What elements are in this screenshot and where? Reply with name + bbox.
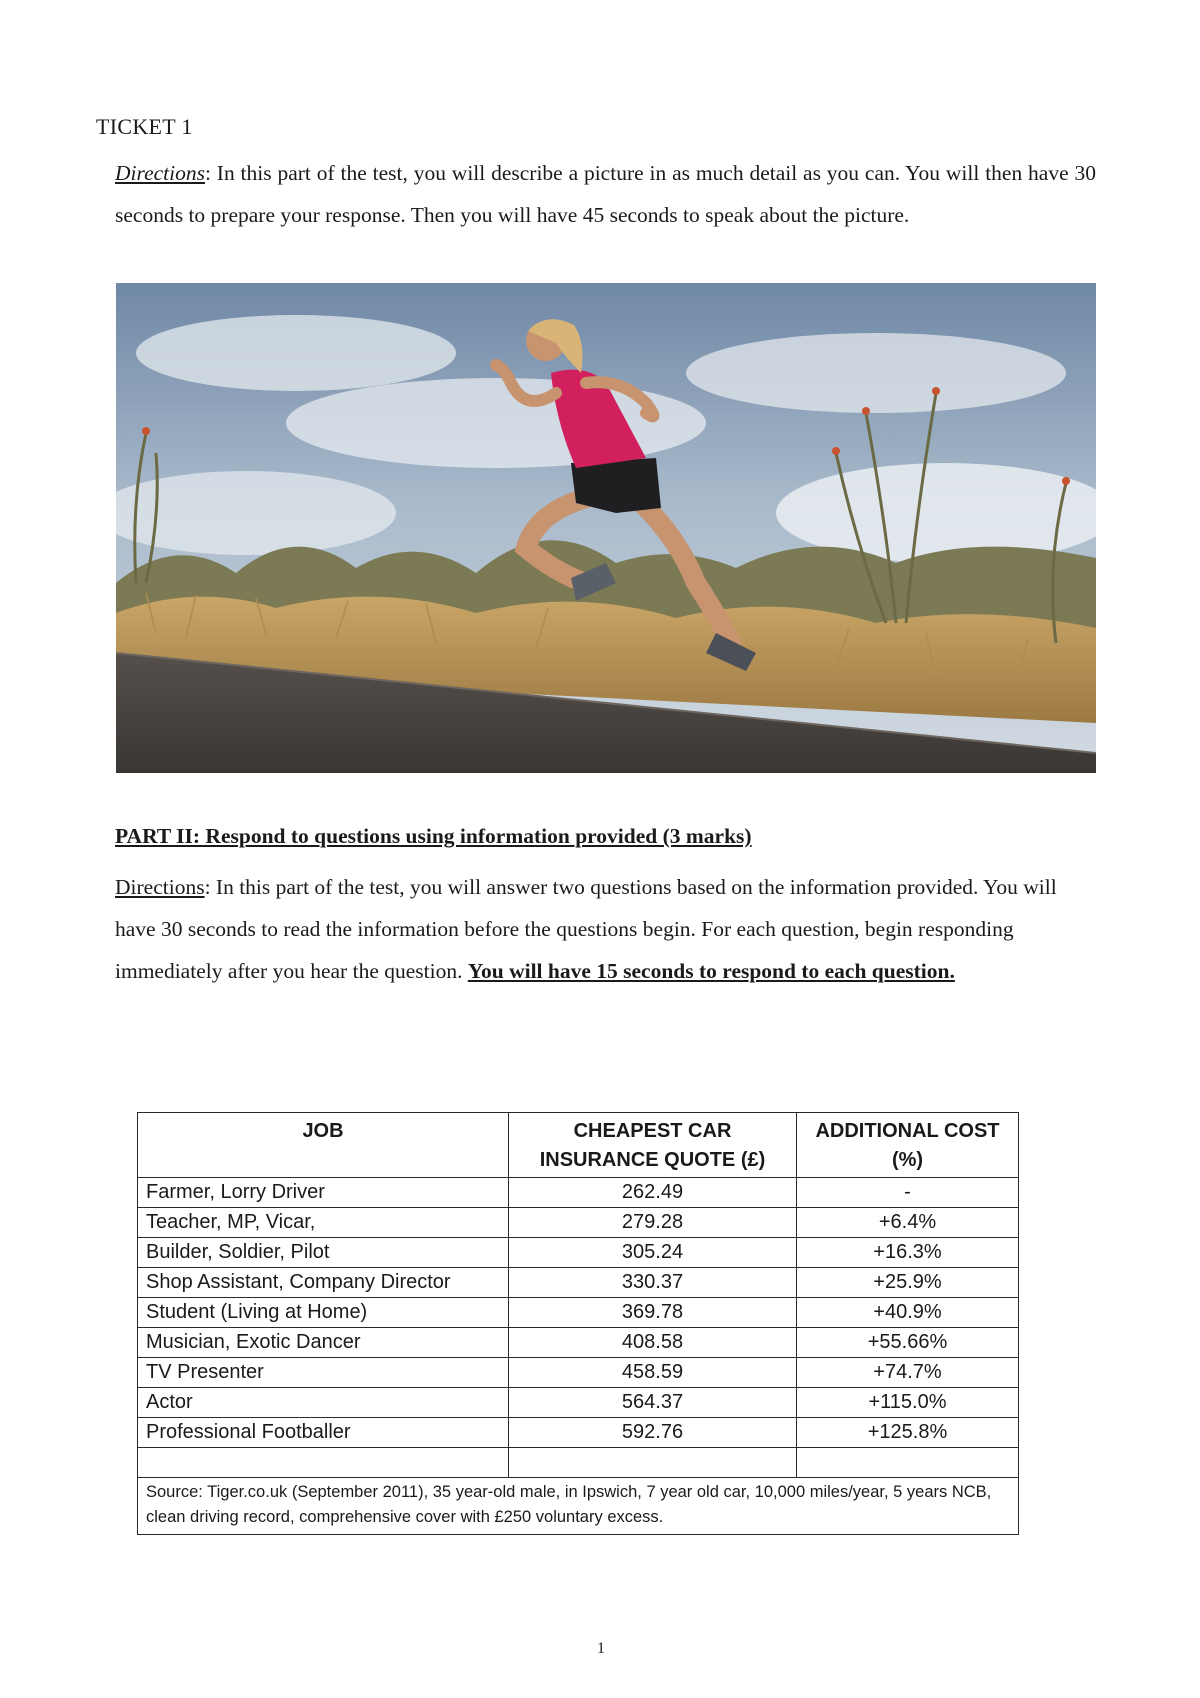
part2-directions (115, 866, 1075, 992)
part1-directions (115, 152, 1096, 236)
additional-cost-cell: - (797, 1178, 1019, 1208)
quote-cell: 279.28 (509, 1208, 797, 1238)
directions-text: : In this part of the test, you will answer two questions based on the information provided. You will have 30 seconds to read the information before the questions begin. For each question, begin responding immediately after you hear the question. (115, 875, 1057, 983)
directions-text: : In this part of the test, you will describe a picture in as much detail as you can. You will then have 30 seconds to prepare your response. Then you will have 45 seconds to speak about the picture. (115, 161, 1096, 227)
table-empty-row (138, 1448, 1019, 1478)
job-cell: Farmer, Lorry Driver (138, 1178, 509, 1208)
job-cell: Shop Assistant, Company Director (138, 1268, 509, 1298)
runner-photo-illustration (116, 283, 1096, 773)
table-source-row (138, 1478, 1019, 1535)
quote-cell: 564.37 (509, 1388, 797, 1418)
directions-emphasis: You will have 15 seconds to respond to each question. (467, 959, 955, 983)
quote-cell: 330.37 (509, 1268, 797, 1298)
table-row (138, 1388, 1019, 1418)
additional-cost-cell: +6.4% (797, 1208, 1019, 1238)
table-row (138, 1328, 1019, 1358)
table-row (138, 1208, 1019, 1238)
quote-cell: 305.24 (509, 1238, 797, 1268)
empty-cell (138, 1448, 509, 1478)
table-row (138, 1178, 1019, 1208)
additional-cost-cell: +25.9% (797, 1268, 1019, 1298)
job-cell: Teacher, MP, Vicar, (138, 1208, 509, 1238)
header-additional-cost: ADDITIONAL COST (%) (797, 1113, 1019, 1178)
table-header-row (138, 1113, 1019, 1178)
part2-heading: PART II: Respond to questions using information provided (3 marks) (115, 824, 752, 848)
job-cell: Musician, Exotic Dancer (138, 1328, 509, 1358)
additional-cost-cell: +115.0% (797, 1388, 1019, 1418)
quote-cell: 458.59 (509, 1358, 797, 1388)
quote-cell: 592.76 (509, 1418, 797, 1448)
additional-cost-cell: +125.8% (797, 1418, 1019, 1448)
quote-cell: 369.78 (509, 1298, 797, 1328)
job-cell: TV Presenter (138, 1358, 509, 1388)
table-row (138, 1298, 1019, 1328)
empty-cell (509, 1448, 797, 1478)
job-cell: Student (Living at Home) (138, 1298, 509, 1328)
job-cell: Professional Footballer (138, 1418, 509, 1448)
job-cell: Actor (138, 1388, 509, 1418)
additional-cost-cell: +55.66% (797, 1328, 1019, 1358)
directions-label: Directions (115, 161, 205, 185)
ticket-title: TICKET 1 (96, 114, 193, 139)
quote-cell: 262.49 (509, 1178, 797, 1208)
source-note: Source: Tiger.co.uk (September 2011), 35 year-old male, in Ipswich, 7 year old car, 10,000 miles/year, 5 years NCB, clean driving record, comprehensive cover with £250 voluntary excess. (138, 1478, 1019, 1535)
insurance-table (137, 1112, 1019, 1535)
table-row (138, 1238, 1019, 1268)
additional-cost-cell: +16.3% (797, 1238, 1019, 1268)
job-cell: Builder, Soldier, Pilot (138, 1238, 509, 1268)
header-job: JOB (138, 1113, 509, 1178)
quote-cell: 408.58 (509, 1328, 797, 1358)
page-number: 1 (597, 1640, 605, 1657)
runner-photo (116, 283, 1096, 773)
empty-cell (797, 1448, 1019, 1478)
table-row (138, 1268, 1019, 1298)
additional-cost-cell: +40.9% (797, 1298, 1019, 1328)
header-quote: CHEAPEST CAR INSURANCE QUOTE (£) (509, 1113, 797, 1178)
insurance-table-container (137, 1112, 1018, 1535)
additional-cost-cell: +74.7% (797, 1358, 1019, 1388)
table-row (138, 1358, 1019, 1388)
directions-label: Directions (115, 875, 205, 899)
table-row (138, 1418, 1019, 1448)
